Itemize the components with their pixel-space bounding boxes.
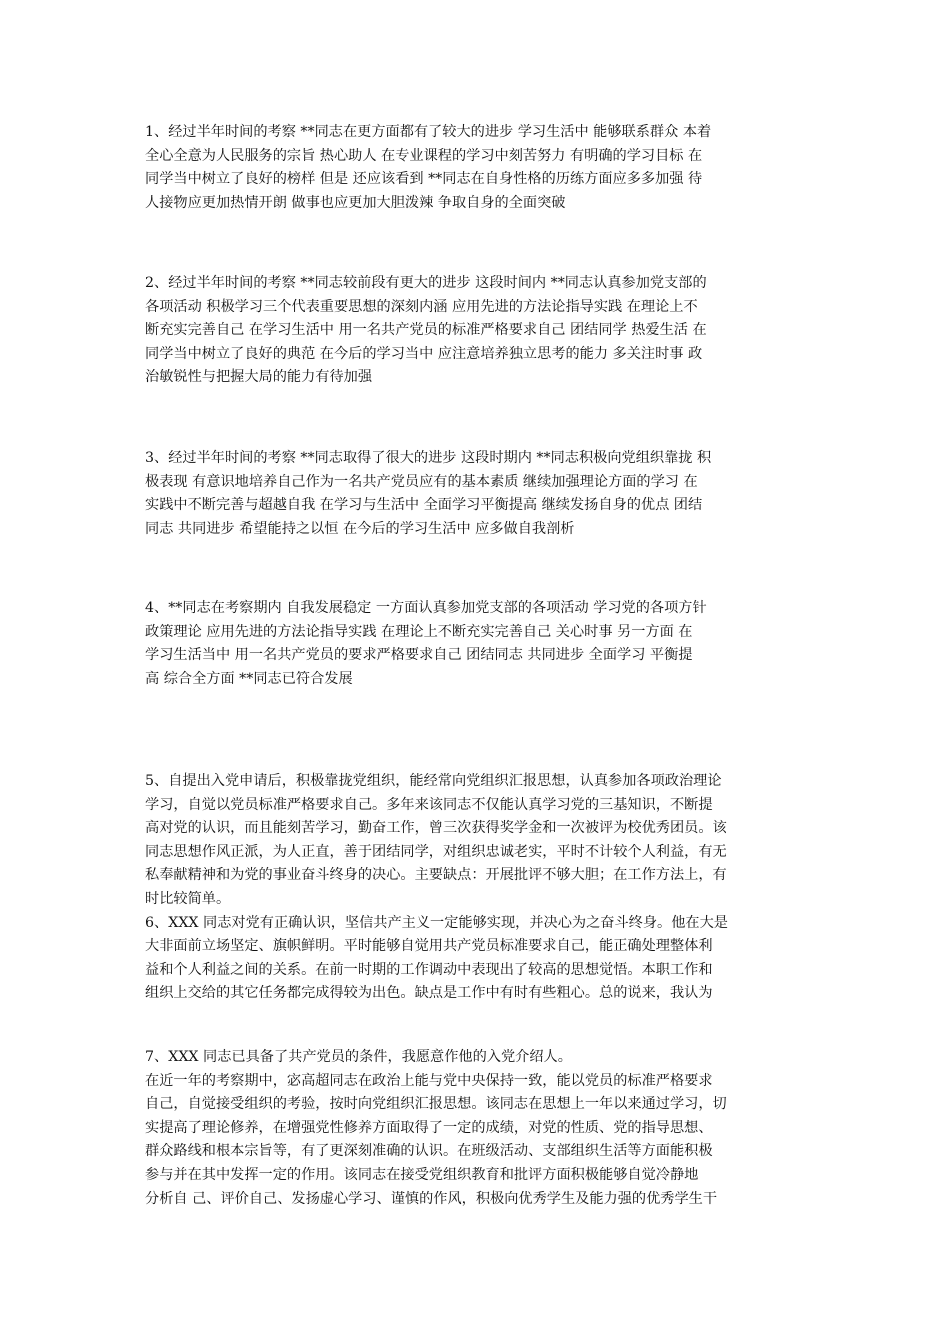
paragraph-line: 大非面前立场坚定、旗帜鲜明。平时能够自觉用共产党员标准要求自己，能正确处理整体利 xyxy=(145,938,713,955)
paragraph-line: 高对党的认识，而且能刻苦学习，勤奋工作，曾三次获得奖学金和一次被评为校优秀团员。该 xyxy=(145,820,727,837)
paragraph-line: 同志 共同进步 希望能持之以恒 在今后的学习生活中 应多做自我剖析 xyxy=(145,520,575,537)
paragraph-line: 学习生活当中 用一名共产党员的要求严格要求自己 团结同志 共同进步 全面学习 平衡提 xyxy=(145,647,693,664)
paragraph-7 xyxy=(145,1046,809,1211)
paragraph-line: 7、XXX 同志已具备了共产党员的条件，我愿意作他的入党介绍人。 xyxy=(145,1049,572,1065)
paragraph-5-6 xyxy=(145,770,809,1006)
paragraph-line: 参与并在其中发挥一定的作用。该同志在接受党组织教育和批评方面积极能够自觉冷静地 xyxy=(145,1166,699,1183)
paragraph-line: 全心全意为人民服务的宗旨 热心助人 在专业课程的学习中刻苦努力 有明确的学习目标 在 xyxy=(145,147,703,164)
paragraph-line: 益和个人利益之间的关系。在前一时期的工作调动中表现出了较高的思想觉悟。本职工作和 xyxy=(145,961,713,978)
paragraph-3 xyxy=(145,447,809,541)
paragraph-line: 组织上交给的其它任务都完成得较为出色。缺点是工作中有时有些粗心。总的说来，我认为 xyxy=(145,985,713,1002)
paragraph-line: 同学当中树立了良好的榜样 但是 还应该看到 **同志在自身性格的历练方面应多多加强 待 xyxy=(145,171,703,188)
paragraph-line: 实提高了理论修养，在增强党性修养方面取得了一定的成绩，对党的性质、党的指导思想、 xyxy=(145,1119,713,1136)
paragraph-line: 在近一年的考察期中，宓高超同志在政治上能与党中央保持一致，能以党员的标准严格要求 xyxy=(145,1072,713,1089)
paragraph-line: 断充实完善自己 在学习生活中 用一名共产党员的标准严格要求自己 团结同学 热爱生活 在 xyxy=(145,322,707,339)
paragraph-1 xyxy=(145,121,809,215)
paragraph-line: 群众路线和根本宗旨等，有了更深刻准确的认识。在班级活动、支部组织生活等方面能积极 xyxy=(145,1143,713,1160)
paragraph-line: 人接物应更加热情开朗 做事也应更加大胆泼辣 争取自身的全面突破 xyxy=(145,194,566,211)
paragraph-line: 私奉献精神和为党的事业奋斗终身的决心。主要缺点：开展批评不够大胆；在工作方法上，有 xyxy=(145,867,727,884)
paragraph-line: 同学当中树立了良好的典范 在今后的学习当中 应注意培养独立思考的能力 多关注时事 政 xyxy=(145,345,703,362)
paragraph-line: 时比较简单。 xyxy=(145,890,231,907)
paragraph-line: 分析自 己、评价自己、发扬虚心学习、谨慎的作风，积极向优秀学生及能力强的优秀学生干 xyxy=(145,1190,718,1207)
paragraph-line: 5、自提出入党申请后，积极靠拢党组织，能经常向党组织汇报思想，认真参加各项政治理论 xyxy=(145,773,722,789)
paragraph-line: 治敏锐性与把握大局的能力有待加强 xyxy=(145,369,373,386)
paragraph-line: 自己，自觉接受组织的考验，按时向党组织汇报思想。该同志在思想上一年以来通过学习，切 xyxy=(145,1096,727,1113)
paragraph-line: 6、XXX 同志对党有正确认识，坚信共产主义一定能够实现，并决心为之奋斗终身。他在大是 xyxy=(145,914,728,931)
paragraph-2 xyxy=(145,272,809,390)
paragraph-line: 1、经过半年时间的考察 **同志在更方面都有了较大的进步 学习生活中 能够联系群众 本着 xyxy=(145,124,712,140)
paragraph-line: 实践中不断完善与超越自我 在学习与生活中 全面学习平衡提高 继续发扬自身的优点 团结 xyxy=(145,497,703,514)
paragraph-line: 4、**同志在考察期内 自我发展稳定 一方面认真参加党支部的各项活动 学习党的各项方针 xyxy=(145,600,707,616)
paragraph-line: 高 综合全方面 **同志已符合发展 xyxy=(145,670,353,687)
paragraph-line: 学习，自觉以党员标准严格要求自己。多年来该同志不仅能认真学习党的三基知识，不断提 xyxy=(145,796,713,813)
paragraph-line: 极表现 有意识地培养自己作为一名共产党员应有的基本素质 继续加强理论方面的学习 在 xyxy=(145,473,698,490)
paragraph-line: 各项活动 积极学习三个代表重要思想的深刻内涵 应用先进的方法论指导实践 在理论上不 xyxy=(145,298,698,315)
paragraph-line: 政策理论 应用先进的方法论指导实践 在理论上不断充实完善自己 关心时事 另一方面 在 xyxy=(145,623,693,640)
paragraph-line: 2、经过半年时间的考察 **同志较前段有更大的进步 这段时间内 **同志认真参加党支部的 xyxy=(145,275,707,291)
paragraph-line: 3、经过半年时间的考察 **同志取得了很大的进步 这段时期内 **同志积极向党组织靠拢 积 xyxy=(145,450,712,466)
paragraph-line: 同志思想作风正派，为人正直，善于团结同学，对组织忠诚老实，平时不计较个人利益，有无 xyxy=(145,843,727,860)
paragraph-4 xyxy=(145,597,809,691)
